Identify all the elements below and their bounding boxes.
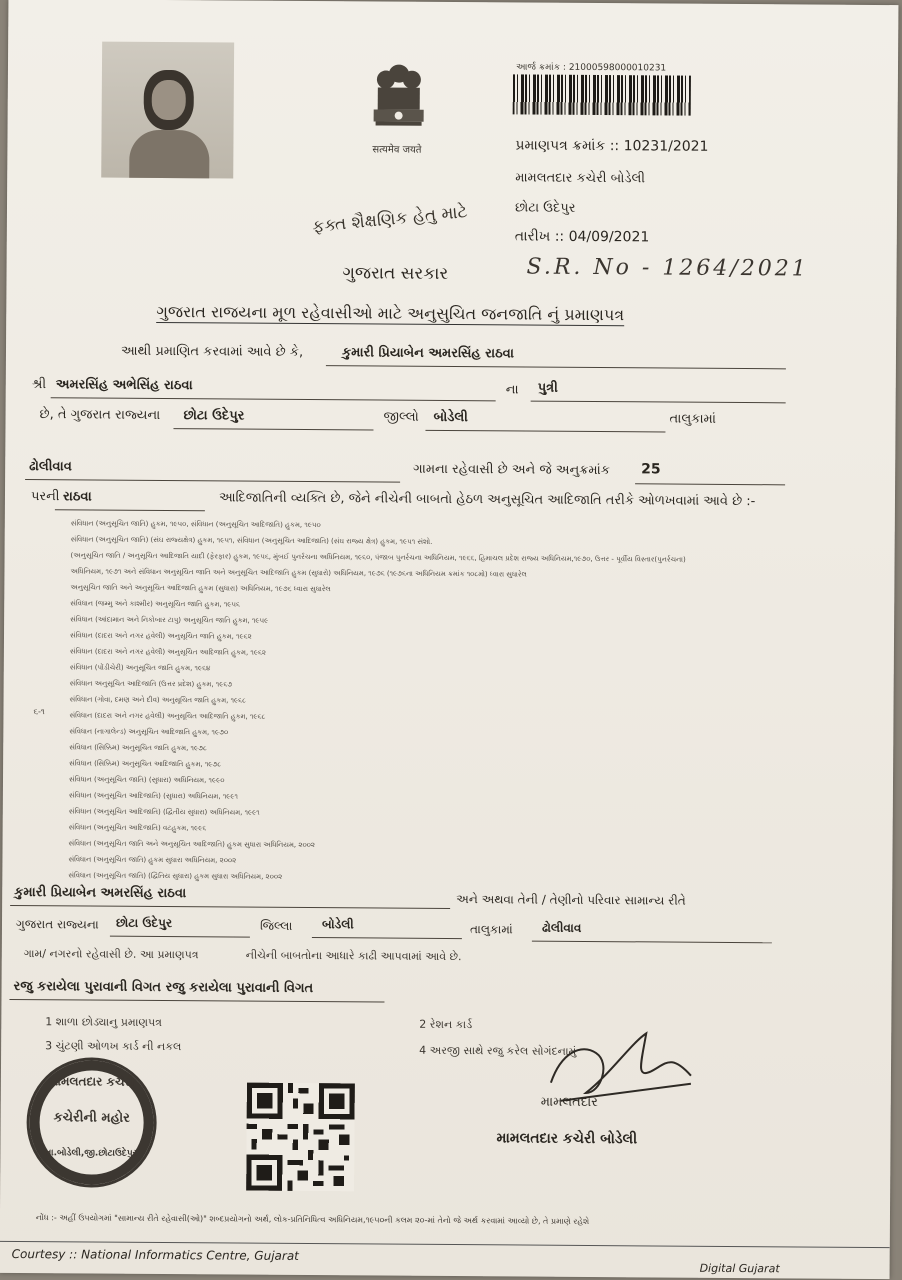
district2-value: છોટા ઉદેપુર: [115, 915, 173, 931]
schedule-item: સંવિધાન (અનુસૂચિત જાતિ) હુકમ સુધારા અધિનિયમ, ૨૦૦૨: [68, 855, 237, 865]
emblem-motto: सत्यमेव जयते: [372, 144, 422, 156]
schedule-item: સંવિધાન (સિક્કિમ) અનુસૂચિત જાતિ હુકમ, ૧૯૭૮: [69, 743, 207, 753]
state2-prefix: ગુજરાત રાજ્યના: [15, 916, 99, 932]
certificate-title: ગુજરાત રાજયના મૂળ રહેવાસીઓ માટે અનુસુચિત જનજાતિ નું પ્રમાણપત્ર: [156, 301, 625, 325]
schedule-item: સંવિધાન (પોંડીચેરી) અનુસૂચિત જાતિ હુકમ, ૧૯૬૪: [69, 663, 211, 673]
state-prefix: છે, તે ગુજરાત રાજ્યના: [39, 407, 161, 423]
tribe-name: રાઠવા: [62, 489, 92, 505]
shri-prefix: શ્રી: [31, 377, 47, 393]
note-text: નોંધ :- અહીં ઉપયોગમાં "સામાન્ય રીતે રહેવાસી(ઓ)" શબ્દપ્રયોગનો અર્થ, લોક-પ્રતિનિધિત્વ અધિનિયમ,૧૯૫૦ની કલમ ૨૦-માં તેનો જે અર્થ કરવામાં આવ્યો છે, તે પ્રમાણે રહેશે: [35, 1213, 590, 1226]
sr-number-handwritten: S.R. No - 1264/2021: [526, 254, 809, 282]
schedule-item: સંવિધાન અનુસૂચિત આદિજાતિ (ઉત્તર પ્રદેશ) હુકમ, ૧૯૬૭: [69, 679, 233, 689]
education-purpose-stamp: ફક્ત શૈક્ષણિક હેતુ માટે: [311, 202, 469, 238]
signatory-office: મામલતદાર કચેરી બોડેલી: [496, 1130, 638, 1148]
schedule-item: સંવિધાન (સિક્કિમ) અનુસૂચિત આદિજાતિ હુકમ, ૧૯૭૮: [69, 759, 222, 769]
barcode: [513, 74, 691, 115]
certification-intro: આથી પ્રમાણિત કરવામાં આવે છે કે,: [120, 343, 304, 360]
schedule-item: સંવિધાન (દાદરા અને નગર હવેલી) અનુસૂચિત જાતિ હુકમ, ૧૯૬૨: [69, 631, 252, 641]
seal-middle-text: કચેરીની મહોર: [53, 1110, 130, 1126]
resident-text: ગામ/ નગરનો રહેવાસી છે. આ પ્રમાણપત્ર: [23, 947, 199, 962]
district-label: જીલ્લો: [383, 409, 419, 425]
tribe-prefix: પરની: [30, 489, 60, 505]
father-name: અમરસિંહ અભેસિંહ રાઠવા: [55, 377, 193, 394]
government-name: ગુજરાત સરકાર: [342, 263, 449, 284]
village2-value: ઢોલીવાવ: [541, 920, 582, 935]
schedule-item: અનુસૂચિત જાતિ અને અનુસૂચિત આદિજાતિ હુકમ (સુધારા) અધિનિયમ, ૧૯૭૬ ધ્વારા સુધારેલ: [70, 583, 331, 594]
signatory-title: મામલતદાર: [540, 1094, 598, 1111]
schedule-item: (અનુસૂચિત જાતિ / અનુસૂચિત આદિજાતિ યાદી (ફેરફાર) હુકમ, ૧૯૫૬, મુંબઈ પુનર્રચના અધિનિયમ, ૧૯૬૦, પંજાબ પુનર્રચના અધિનિયમ, ૧૯૬૬, હિમાચલ પ્રદેશ રાજ્ય અધિનિયમ,૧૯૭૦, ઉત્તર - પૂર્વીય વિસ્તાર(પુનર્રચના): [70, 551, 686, 564]
taluka-value: બોડેલી: [433, 409, 468, 426]
schedule-item: સંવિધાન (અનુસૂચિત જાતિ) (દ્વિતિય સુધારા) હુકમ સુધારા અધિનિયમ, ૨૦૦૨: [68, 871, 283, 881]
schedule-item: સંવિધાન (અનુસૂચિત જાતિ અને અનુસૂચિત આદિજાતિ) હુકમ સુધારા અધિનિયમ, ૨૦૦૨: [68, 839, 316, 850]
schedule-item: સંવિધાન (નાગાલેન્ડ) અનુસૂચિત આદિજાતિ હુકમ, ૧૯૭૦: [69, 727, 229, 737]
applicant-name-repeat: કુમારી પ્રિયાબેન અમરસિંહ રાઠવા: [14, 884, 187, 902]
issue-date: તારીખ :: 04/09/2021: [514, 228, 650, 246]
schedule-item: સંવિધાન (અનુસૂચિત આદિજાતિ) (દ્વિતીય સુધારા) અધિનિયમ, ૧૯૯૧: [68, 807, 260, 817]
serial-number: 25: [641, 461, 661, 478]
district-name: છોટા ઉદેપુર: [514, 200, 576, 216]
schedule-item: સંવિધાન (ગોવા, દમણ અને દીવ) અનુસૂચિત જાતિ હુકમ, ૧૯૬૮: [69, 695, 246, 705]
ashoka-emblem-icon: [363, 59, 434, 139]
schedule-item: સંવિધાન (આંદામાન અને નિકોબાર ટાપુ) અનુસૂચિત જાતિ હુકમ, ૧૯૫૯: [70, 615, 269, 625]
schedule-item: સંવિધાન (દાદરા અને નગર હવેલી) અનુસૂચિત આદિજાતિ હુકમ, ૧૯૬૨: [69, 647, 267, 657]
tribe-text: આદિજાતિની વ્યક્તિ છે, જેને નીચેની બાબતો હેઠળ અનુસૂચિત આદિજાતિ તરીકે ઓળખવામાં આવે છે :-: [218, 490, 756, 510]
office-seal-stamp: [26, 1057, 157, 1188]
applicant-photo: [101, 42, 234, 179]
village-resident-text: ગામના રહેવાસી છે અને જે અનુક્રમાંક: [413, 461, 610, 479]
seal-bottom-text: તા.બોડેલી,જી.છોટાઉદેપુર: [45, 1148, 138, 1159]
evidence-heading: રજુ કરાયેલા પુરાવાની વિગત રજુ કરાયેલા પુરાવાની વિગત: [13, 978, 314, 997]
schedule-item: સંવિધાન (જમ્મુ અને કાશ્મીર) અનુસૂચિત જાતિ હુકમ, ૧૯૫૬: [70, 599, 240, 609]
footer-courtesy: Courtesy :: National Informatics Centre, Gujarat: [11, 1246, 299, 1263]
schedule-item: સંવિધાન (અનુસૂચિત આદિજાતિ) વટહુકમ, ૧૯૯૬: [68, 823, 207, 833]
barcode-number: આર્જ ક્રમાંક : 21000598000010231: [515, 62, 667, 74]
schedule-item: સંવિધાન (અનુસૂચિત જાતિ) (સંઘ રાજ્યક્ષેત્ર) હુકમ, ૧૯૫૧, સંવિધાન (અનુસૂચિત આદિજાતિ) (સંઘ રાજ્ય ક્ષેત્ર) હુકમ, ૧૯૫૧ સંશો.: [70, 535, 433, 546]
margin-mark: ૬-૧: [33, 707, 45, 717]
seal-top-text: મામલતદાર કચેરી: [49, 1074, 135, 1089]
village-value: ઢોલીવાવ: [29, 459, 72, 475]
office-name: મામલતદાર કચેરી બોડેલી: [515, 170, 646, 187]
schedule-item: સંવિધાન (દાદરા અને નગર હવેલી) અનુસૂચિત આદિજાતિ હુકમ, ૧૯૬૮: [69, 711, 266, 721]
footer-digital-gujarat: Digital Gujarat: [699, 1261, 780, 1276]
basis-text: નીચેની બાબતોના આધારે કાઢી આપવામાં આવે છે.: [245, 948, 462, 964]
evidence-item: 3 ચુંટણી ઓળખ કાર્ડ ની નકલ: [45, 1039, 182, 1054]
schedule-item: સંવિધાન (અનુસૂચિત જાતિ) હુકમ, ૧૯૫૦, સંવિધાન (અનુસૂચિત આદિજાતિ) હુકમ, ૧૯૫૦: [70, 519, 321, 530]
certificate-number: પ્રમાણપત્ર ક્રમાંક :: 10231/2021: [515, 137, 709, 155]
evidence-item: 1 શાળા છોડ્યાનુ પ્રમાણપત્ર: [45, 1015, 162, 1030]
district2-label: જિલ્લા: [259, 918, 293, 933]
taluka2-label: તાલુકામાં: [469, 922, 513, 937]
schedule-item: અધિનિયમ, ૧૯૭૧ અને સંવિધાન અનુસૂચિત જાતિ અને અનુસૂચિત આદિજાતિ હુકમ (સુધારો) અધિનિયમ, ૧૯૭૬ (૧૯૭૬ના અધિનિયમ ક્રમાંક ૧૦૮મો) ધ્વારા સુધારેલ: [70, 567, 527, 579]
schedule-item: સંવિધાન (અનુસૂચિત આદિજાતિ) (સુધારા) અધિનિયમ, ૧૯૯૧: [68, 791, 239, 801]
evidence-item: 2 રેશન કાર્ડ: [419, 1017, 473, 1032]
taluka2-value: બોડેલી: [321, 917, 354, 932]
taluka-label: તાલુકામાં: [669, 411, 716, 427]
schedule-item: સંવિધાન (અનુસૂચિત જાતિ) (સુધારા) અધિનિયમ, ૧૯૯૦: [68, 775, 225, 785]
relation: પુત્રી: [537, 380, 558, 396]
evidence-item: 4 અરજી સાથે રજુ કરેલ સોગંદનામું: [419, 1043, 577, 1058]
applicant-name: કુમારી પ્રિયાબેન અમરસિંહ રાઠવા: [341, 345, 515, 362]
family-text: અને અથવા તેની / તેણીનો પરિવાર સામાન્ય રીતે: [456, 892, 686, 908]
district-value: છોટા ઉદેપુર: [183, 408, 245, 424]
qr-code: [246, 1083, 355, 1192]
na-label: ના: [505, 382, 519, 398]
